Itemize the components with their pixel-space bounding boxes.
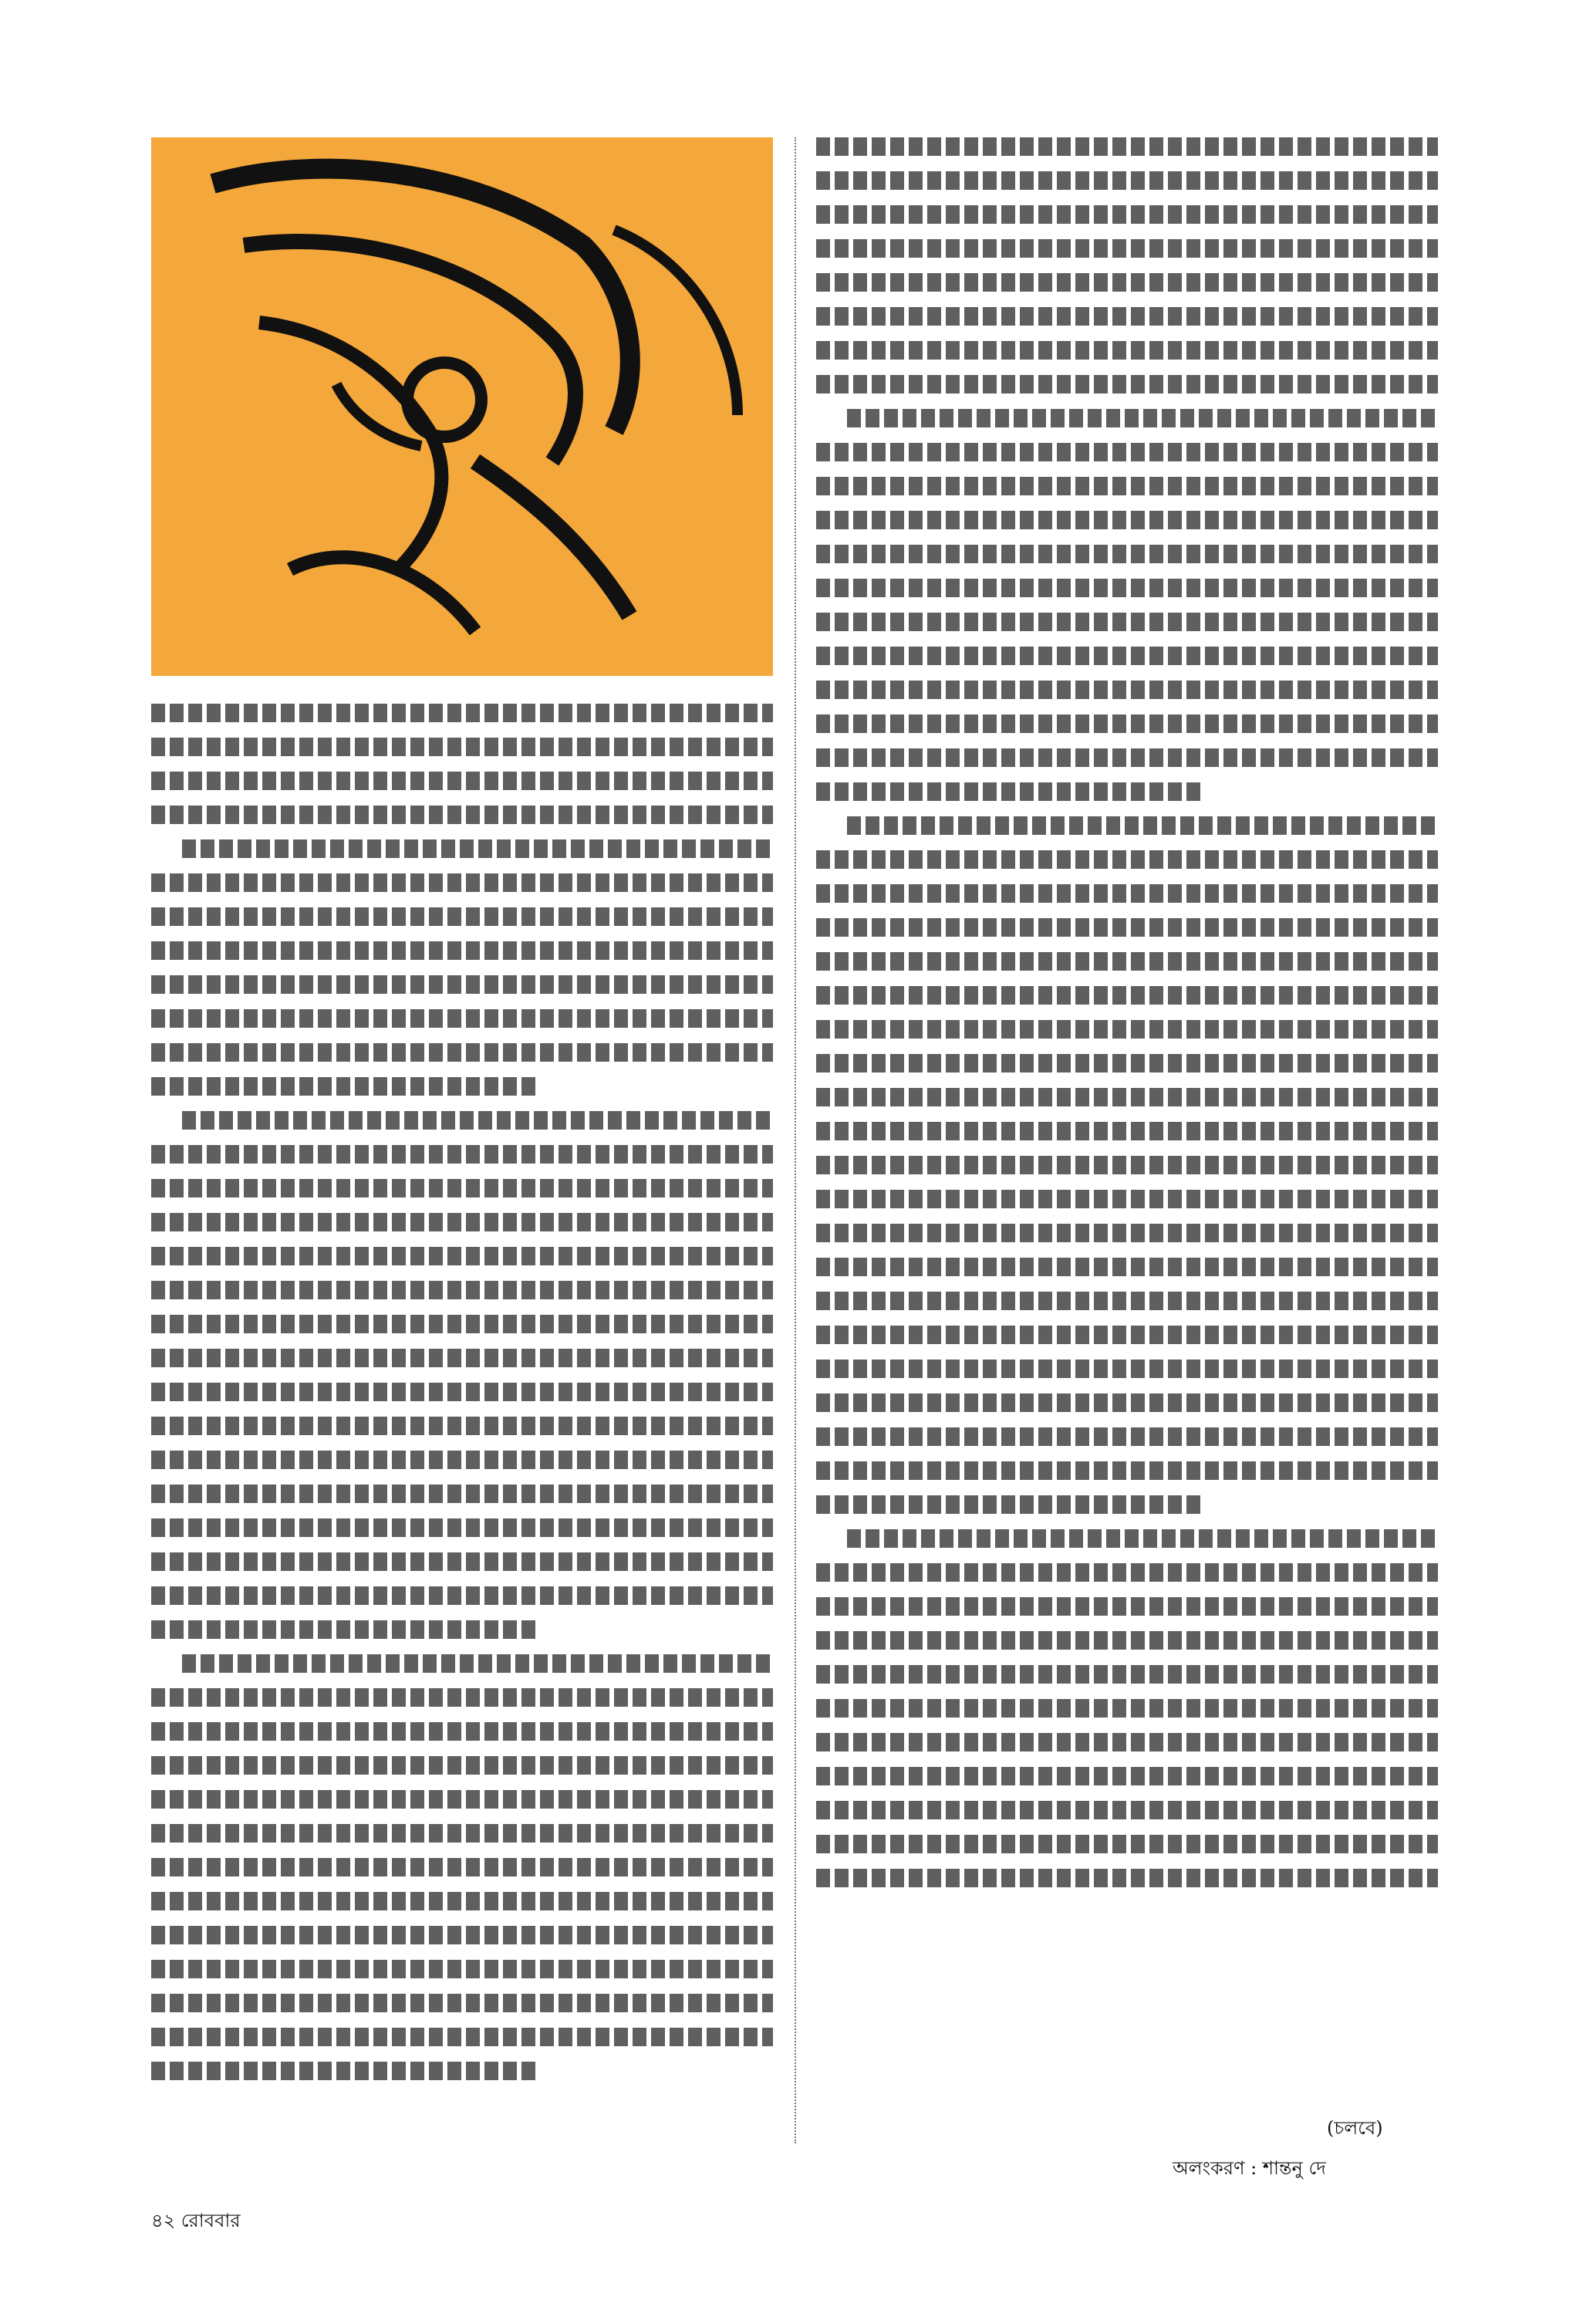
page-footer: ৪২ রোববার [151, 2210, 241, 2231]
article-body-left [151, 704, 773, 2162]
article-body-right [816, 137, 1438, 2113]
article-illustration [151, 137, 773, 676]
sage-portrait-icon [151, 137, 773, 676]
serial-note: (চলবে) [1327, 2117, 1383, 2139]
illustration-credit: অলংকরণ : শান্তনু দে [1173, 2157, 1326, 2179]
column-divider [795, 137, 797, 2143]
